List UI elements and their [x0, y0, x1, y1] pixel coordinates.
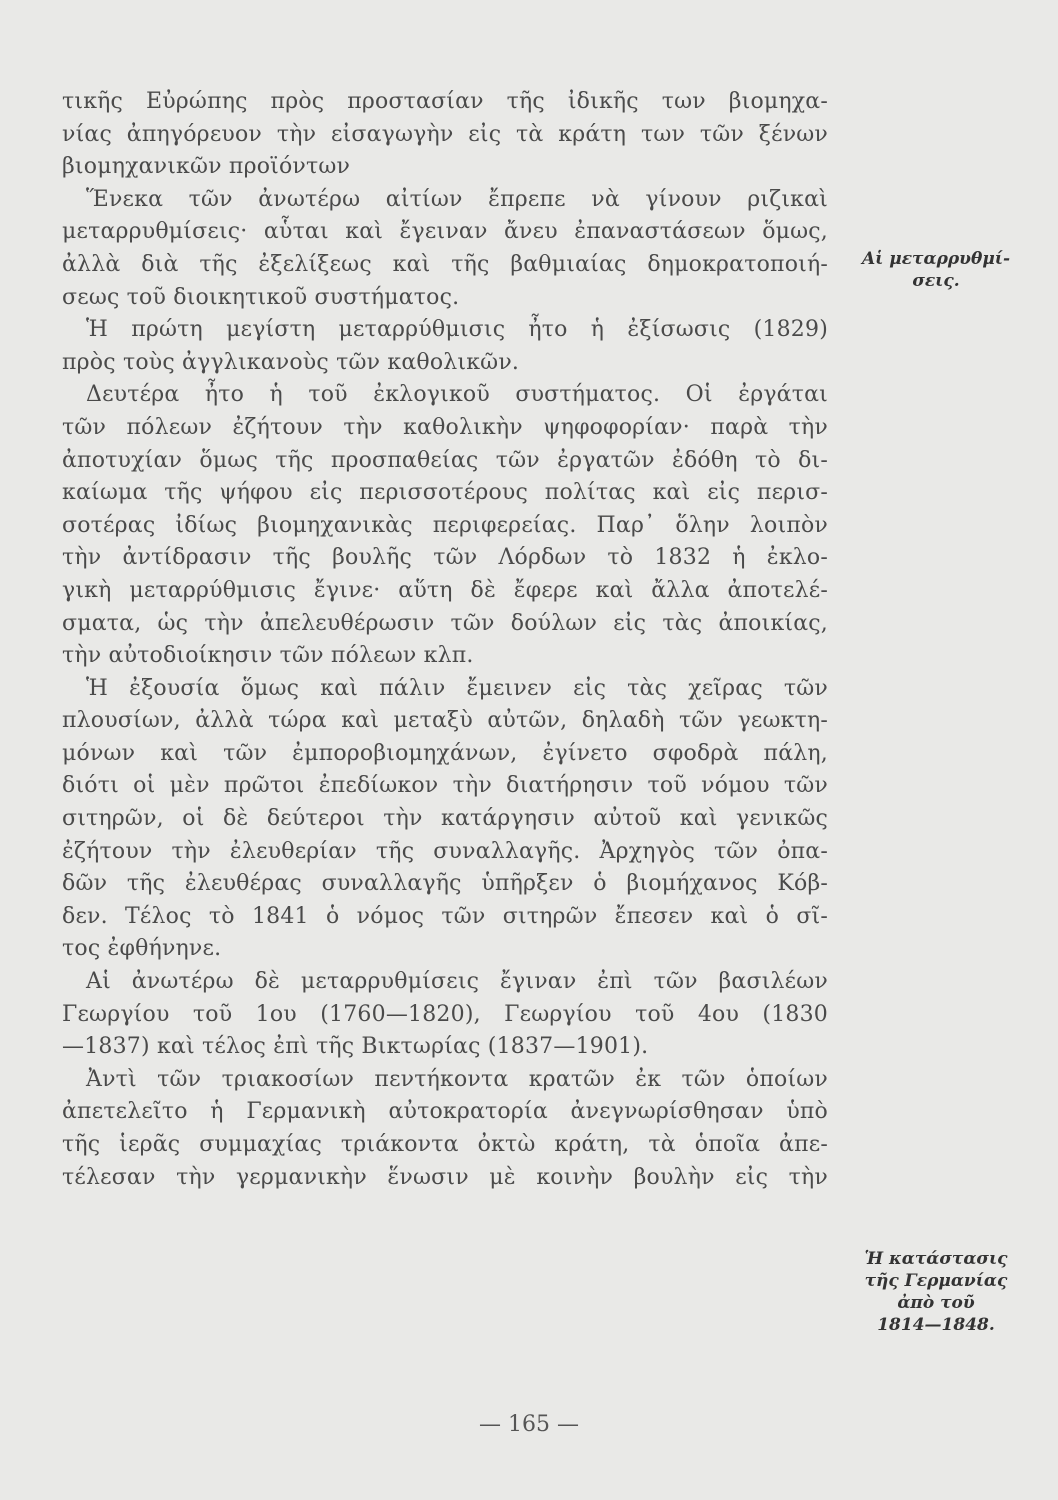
- text-line: νίας ἀπηγόρευον τὴν εἰσαγωγὴν εἰς τὰ κράτη των τῶν ξένων: [62, 121, 828, 147]
- margin-note-line: Ἡ κατάστασις: [864, 1249, 1008, 1269]
- text-line: —1837) καὶ τέλος ἐπὶ τῆς Βικτωρίας (1837—1901).: [62, 1034, 649, 1060]
- body-text: [62, 86, 828, 1194]
- text-line: Δευτέρα ἦτο ἡ τοῦ ἐκλογικοῦ συστήματος. Οἱ ἐργάται: [86, 382, 828, 408]
- margin-note-line: 1814—1848.: [877, 1315, 995, 1335]
- text-line: Γεωργίου τοῦ 1ου (1760—1820), Γεωργίου τοῦ 4ου (1830: [62, 1001, 828, 1027]
- margin-note-line: τῆς Γερμανίας: [864, 1271, 1008, 1291]
- text-line: πρὸς τοὺς ἀγγλικανοὺς τῶν καθολικῶν.: [62, 349, 520, 375]
- margin-note-germany: [836, 1248, 1036, 1336]
- margin-note-reforms: [836, 248, 1036, 292]
- text-line: μεταρρυθμίσεις· αὗται καὶ ἔγειναν ἄνευ ἐπαναστάσεων ὅμως,: [62, 219, 828, 245]
- margin-note-line: Αἱ μεταρρυθμί-: [861, 249, 1011, 269]
- text-line: ἀπετελεῖτο ἡ Γερμανικὴ αὐτοκρατορία ἀνεγνωρίσθησαν ὑπὸ: [62, 1099, 828, 1125]
- text-line: τὴν ἀντίδρασιν τῆς βουλῆς τῶν Λόρδων τὸ 1832 ἡ ἐκλο-: [62, 545, 828, 571]
- text-line: τῆς ἱερᾶς συμμαχίας τριάκοντα ὀκτὼ κράτη, τὰ ὁποῖα ἀπε-: [62, 1132, 828, 1157]
- text-line: τὴν αὐτοδιοίκησιν τῶν πόλεων κλπ.: [62, 643, 474, 669]
- text-line: ἀποτυχίαν ὅμως τῆς προσπαθείας τῶν ἐργατῶν ἐδόθη τὸ δι-: [62, 447, 828, 473]
- text-line: μόνων καὶ τῶν ἐμποροβιομηχάνων, ἐγίνετο σφοδρὰ πάλη,: [62, 740, 828, 766]
- text-line: σεως τοῦ διοικητικοῦ συστήματος.: [62, 284, 460, 310]
- text-line: τος ἐφθήνηνε.: [62, 936, 222, 962]
- text-line: Ἀντὶ τῶν τριακοσίων πεντήκοντα κρατῶν ἐκ τῶν ὁποίων: [86, 1066, 828, 1092]
- text-line: ἀλλὰ διὰ τῆς ἐξελίξεως καὶ τῆς βαθμιαίας δημοκρατοποιή-: [62, 251, 828, 277]
- text-line: τῶν πόλεων ἐζήτουν τὴν καθολικὴν ψηφοφορίαν· παρὰ τὴν: [62, 414, 828, 440]
- text-line: δῶν τῆς ἐλευθέρας συναλλαγῆς ὑπῆρξεν ὁ βιομήχανος Κόβ-: [62, 871, 828, 897]
- text-line: τικῆς Εὐρώπης πρὸς προστασίαν τῆς ἰδικῆς των βιομηχα-: [62, 89, 828, 114]
- margin-note-line: ἀπὸ τοῦ: [897, 1293, 975, 1313]
- text-line: σιτηρῶν, οἱ δὲ δεύτεροι τὴν κατάργησιν αὐτοῦ καὶ γενικῶς: [62, 806, 828, 832]
- text-line: τέλεσαν τὴν γερμανικὴν ἕνωσιν μὲ κοινὴν βουλὴν εἰς τὴν: [62, 1164, 828, 1190]
- text-line: Ἕνεκα τῶν ἀνωτέρω αἰτίων ἔπρεπε νὰ γίνουν ριζικαὶ: [86, 186, 828, 212]
- text-line: Αἱ ἀνωτέρω δὲ μεταρρυθμίσεις ἔγιναν ἐπὶ τῶν βασιλέων: [86, 969, 828, 995]
- text-line: πλουσίων, ἀλλὰ τώρα καὶ μεταξὺ αὐτῶν, δηλαδὴ τῶν γεωκτη-: [62, 708, 828, 734]
- margin-note-line: σεις.: [912, 271, 960, 291]
- text-line: καίωμα τῆς ψήφου εἰς περισσοτέρους πολίτας καὶ εἰς περισ-: [62, 480, 828, 506]
- page-number: — 165 —: [479, 1412, 579, 1437]
- text-line: γικὴ μεταρρύθμισις ἔγινε· αὕτη δὲ ἔφερε καὶ ἄλλα ἀποτελέ-: [62, 577, 828, 603]
- text-line: σοτέρας ἰδίως βιομηχανικὰς περιφερείας. Παρ᾽ ὅλην λοιπὸν: [62, 512, 828, 538]
- text-line: Ἡ πρώτη μεγίστη μεταρρύθμισις ἦτο ἡ ἐξίσωσις (1829): [86, 317, 828, 343]
- text-line: Ἡ ἐξουσία ὅμως καὶ πάλιν ἔμεινεν εἰς τὰς χεῖρας τῶν: [86, 675, 828, 701]
- text-line: ἐζήτουν τὴν ἐλευθερίαν τῆς συναλλαγῆς. Ἀρχηγὸς τῶν ὀπα-: [62, 838, 828, 864]
- text-line: διότι οἱ μὲν πρῶτοι ἐπεδίωκον τὴν διατήρησιν τοῦ νόμου τῶν: [62, 773, 828, 799]
- text-line: σματα, ὡς τὴν ἀπελευθέρωσιν τῶν δούλων εἰς τὰς ἀποικίας,: [62, 610, 828, 636]
- text-line: δεν. Τέλος τὸ 1841 ὁ νόμος τῶν σιτηρῶν ἔπεσεν καὶ ὁ σῖ-: [62, 903, 828, 929]
- text-line: βιομηχανικῶν προϊόντων: [62, 154, 351, 180]
